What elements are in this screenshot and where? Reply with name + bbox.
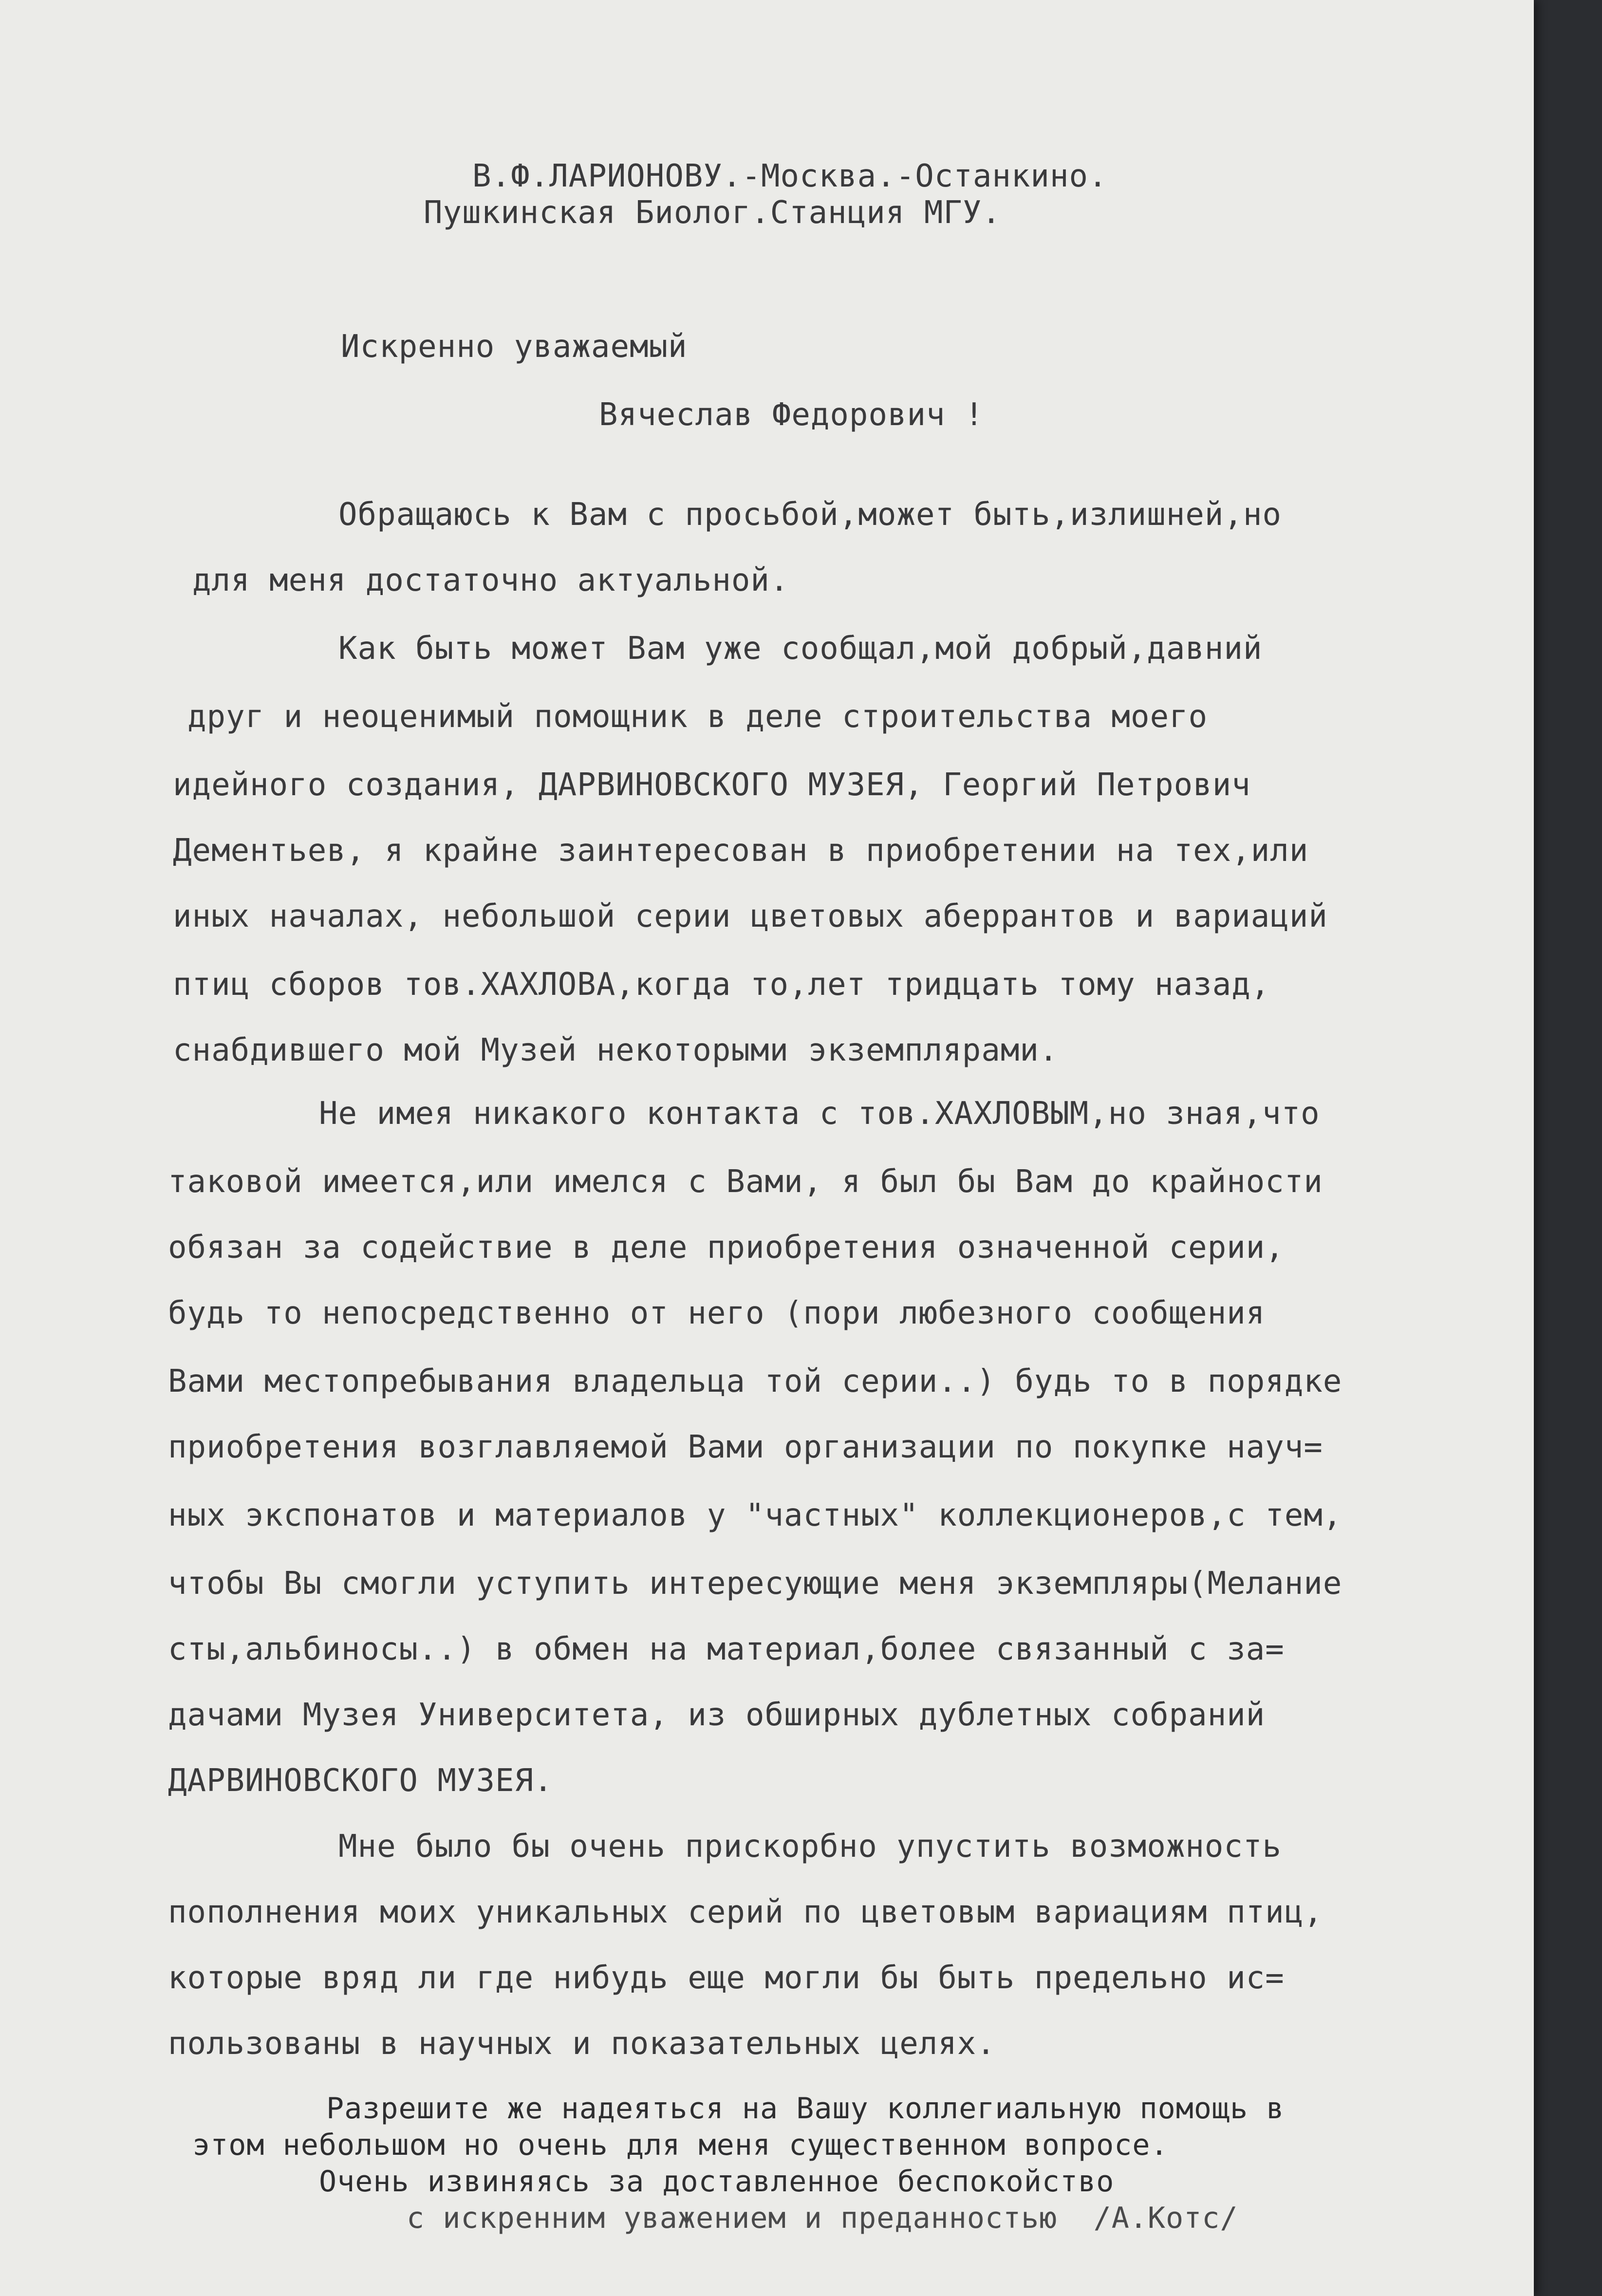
closing-line: с искренним уважением и преданностью /А.Котс/	[407, 2201, 1238, 2235]
body-line: Обращаюсь к Вам с просьбой,может быть,излишней,но	[338, 497, 1282, 533]
body-line: чтобы Вы смогли уступить интересующие меня экземпляры(Мелание	[168, 1566, 1342, 1602]
body-line: Не имея никакого контакта с тов.ХАХЛОВЫМ,но зная,что	[319, 1096, 1320, 1132]
address-line-2: Пушкинская Биолог.Станция МГУ.	[424, 195, 1001, 231]
body-line: дачами Музея Университета, из обширных дублетных собраний	[168, 1697, 1266, 1733]
body-line: приобретения возглавляемой Вами организации по покупке науч=	[168, 1429, 1323, 1465]
body-line: иных началах, небольшой серии цветовых аберрантов и вариаций	[173, 898, 1328, 934]
body-line: Как быть может Вам уже сообщал,мой добрый,давний	[338, 631, 1263, 667]
body-line: Мне было бы очень прискорбно упустить возможность	[338, 1829, 1282, 1865]
body-line: Разрешите же надеяться на Вашу коллегиальную помощь в	[326, 2091, 1285, 2126]
body-line: ных экспонатов и материалов у "частных" коллекционеров,с тем,	[168, 1497, 1342, 1533]
body-line: для меня достаточно актуальной.	[192, 562, 789, 598]
body-line: ДАРВИНОВСКОГО МУЗЕЯ.	[168, 1763, 553, 1799]
body-line: этом небольшом но очень для меня существенном вопросе.	[192, 2128, 1169, 2162]
body-line: пополнения моих уникальных серий по цветовым вариациям птиц,	[168, 1894, 1323, 1930]
body-line: Дементьев, я крайне заинтересован в приобретении на тех,или	[173, 833, 1309, 869]
salutation-line-1: Искренно уважаемый	[341, 329, 688, 365]
body-line: Очень извиняясь за доставленное беспокойство	[319, 2165, 1115, 2199]
body-line: обязан за содействие в деле приобретения означенной серии,	[168, 1230, 1285, 1266]
body-line: Вами местопребывания владельца той серии..) будь то в порядке	[168, 1363, 1342, 1400]
body-line: друг и неоценимый помощник в деле строительства моего	[187, 699, 1208, 735]
body-line: таковой имеется,или имелся с Вами, я был бы Вам до крайности	[168, 1164, 1323, 1200]
body-line: снабдившего мой Музей некоторыми экземплярами.	[173, 1032, 1059, 1068]
body-line: сты,альбиносы..) в обмен на материал,более связанный с за=	[168, 1631, 1285, 1667]
body-line: будь то непосредственно от него (пори любезного сообщения	[168, 1295, 1266, 1331]
body-line: птиц сборов тов.ХАХЛОВА,когда то,лет тридцать тому назад,	[173, 967, 1270, 1003]
body-line: пользованы в научных и показательных целях.	[168, 2026, 996, 2062]
body-line: которые вряд ли где нибудь еще могли бы быть предельно ис=	[168, 1960, 1285, 1996]
address-line-1: В.Ф.ЛАРИОНОВУ.-Москва.-Останкино.	[472, 158, 1108, 194]
body-line: идейного создания, ДАРВИНОВСКОГО МУЗЕЯ, Георгий Петрович	[173, 767, 1251, 803]
salutation-line-2: Вячеслав Федорович !	[599, 397, 984, 433]
